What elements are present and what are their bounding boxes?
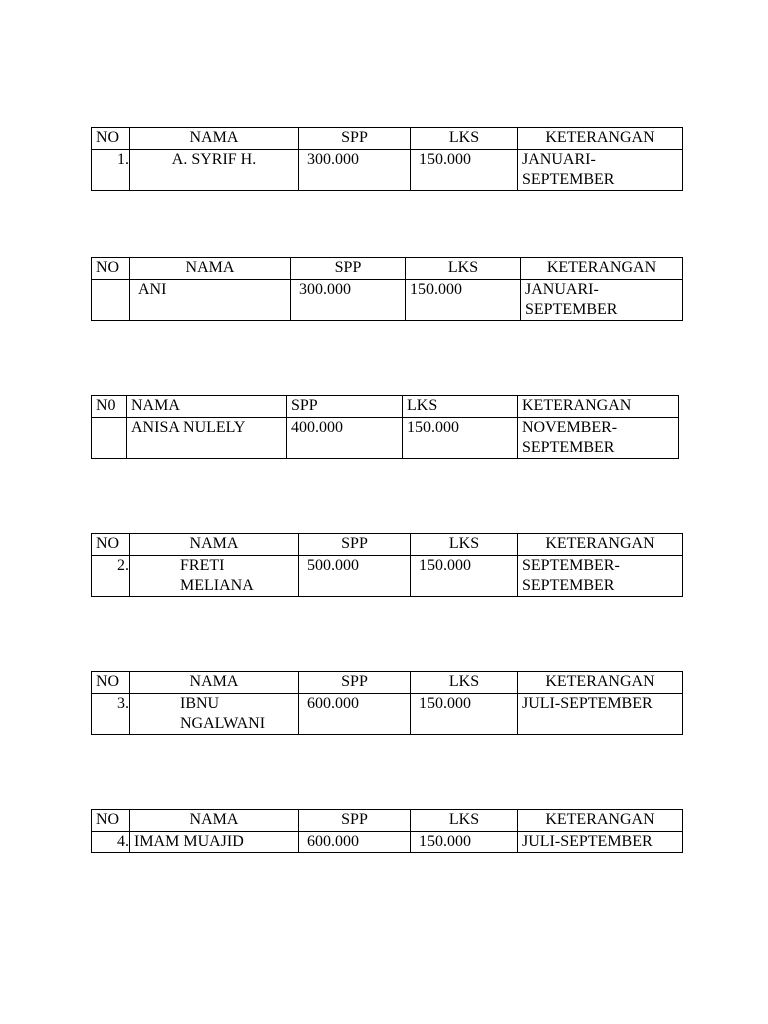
cell-lks: 150.000 bbox=[411, 832, 518, 853]
payment-table-3 bbox=[91, 395, 679, 459]
header-keterangan: KETERANGAN bbox=[518, 128, 683, 150]
header-lks: LKS bbox=[406, 258, 521, 280]
header-nama: NAMA bbox=[127, 396, 287, 418]
cell-no: 1. bbox=[92, 150, 130, 191]
cell-nama bbox=[130, 150, 299, 191]
table-header-row bbox=[92, 396, 679, 418]
keterangan-line-2: SEPTEMBER bbox=[522, 577, 615, 594]
nama-line-1: IBNU bbox=[180, 695, 220, 712]
nama-line-1: A. SYRIF H. bbox=[171, 151, 257, 168]
cell-lks: 150.000 bbox=[411, 694, 518, 735]
table-row bbox=[92, 832, 683, 853]
cell-spp: 300.000 bbox=[299, 150, 411, 191]
cell-nama bbox=[130, 556, 299, 597]
nama-line-1: ANISA NULELY bbox=[131, 419, 246, 436]
cell-keterangan bbox=[518, 832, 683, 853]
nama-line-2: NGALWANI bbox=[180, 715, 266, 732]
cell-no: 4. bbox=[92, 832, 130, 853]
cell-lks: 150.000 bbox=[403, 418, 518, 459]
header-no: NO bbox=[92, 534, 130, 556]
cell-spp: 400.000 bbox=[287, 418, 403, 459]
cell-spp: 500.000 bbox=[299, 556, 411, 597]
header-lks: LKS bbox=[411, 810, 518, 832]
header-spp: SPP bbox=[291, 258, 406, 280]
header-spp: SPP bbox=[299, 534, 411, 556]
keterangan-line-2: SEPTEMBER bbox=[522, 439, 615, 456]
header-spp: SPP bbox=[299, 672, 411, 694]
header-lks: LKS bbox=[411, 672, 518, 694]
header-nama: NAMA bbox=[130, 258, 291, 280]
cell-spp: 300.000 bbox=[291, 280, 406, 321]
header-nama: NAMA bbox=[130, 128, 299, 150]
header-keterangan: KETERANGAN bbox=[518, 810, 683, 832]
header-keterangan: KETERANGAN bbox=[518, 396, 679, 418]
cell-lks: 150.000 bbox=[406, 280, 521, 321]
table-row bbox=[92, 280, 683, 321]
cell-nama bbox=[127, 418, 287, 459]
header-spp: SPP bbox=[287, 396, 403, 418]
cell-keterangan bbox=[521, 280, 683, 321]
keterangan-line-2: SEPTEMBER bbox=[525, 301, 618, 318]
header-no: NO bbox=[92, 672, 130, 694]
cell-lks: 150.000 bbox=[411, 556, 518, 597]
header-spp: SPP bbox=[299, 128, 411, 150]
table-header-row bbox=[92, 672, 683, 694]
payment-table-6 bbox=[91, 809, 683, 853]
cell-no bbox=[92, 280, 130, 321]
payment-table-5 bbox=[91, 671, 683, 735]
keterangan-line-1: JULI-SEPTEMBER bbox=[522, 695, 653, 712]
header-no: N0 bbox=[92, 396, 127, 418]
table-header-row bbox=[92, 128, 683, 150]
cell-no: 3. bbox=[92, 694, 130, 735]
keterangan-line-2: SEPTEMBER bbox=[522, 171, 615, 188]
cell-nama bbox=[130, 832, 299, 853]
header-lks: LKS bbox=[411, 128, 518, 150]
nama-line-1: FRETI bbox=[180, 557, 225, 574]
cell-spp: 600.000 bbox=[299, 832, 411, 853]
table-header-row bbox=[92, 258, 683, 280]
header-no: NO bbox=[92, 128, 130, 150]
cell-keterangan bbox=[518, 556, 683, 597]
cell-keterangan bbox=[518, 150, 683, 191]
table-header-row bbox=[92, 810, 683, 832]
cell-keterangan bbox=[518, 418, 679, 459]
header-spp: SPP bbox=[299, 810, 411, 832]
header-lks: LKS bbox=[411, 534, 518, 556]
keterangan-line-1: SEPTEMBER- bbox=[522, 557, 620, 574]
header-keterangan: KETERANGAN bbox=[521, 258, 683, 280]
keterangan-line-1: JANUARI- bbox=[525, 281, 599, 298]
header-keterangan: KETERANGAN bbox=[518, 534, 683, 556]
cell-nama bbox=[130, 694, 299, 735]
payment-table-4 bbox=[91, 533, 683, 597]
table-header-row bbox=[92, 534, 683, 556]
header-lks: LKS bbox=[403, 396, 518, 418]
header-nama: NAMA bbox=[130, 534, 299, 556]
header-nama: NAMA bbox=[130, 810, 299, 832]
cell-spp: 600.000 bbox=[299, 694, 411, 735]
cell-no bbox=[92, 418, 127, 459]
header-keterangan: KETERANGAN bbox=[518, 672, 683, 694]
keterangan-line-1: NOVEMBER- bbox=[522, 419, 618, 436]
nama-line-1: ANI bbox=[138, 281, 167, 298]
header-no: NO bbox=[92, 258, 130, 280]
keterangan-line-1: JULI-SEPTEMBER bbox=[522, 833, 653, 850]
cell-lks: 150.000 bbox=[411, 150, 518, 191]
payment-table-1 bbox=[91, 127, 683, 191]
table-row bbox=[92, 556, 683, 597]
keterangan-line-1: JANUARI- bbox=[522, 151, 596, 168]
table-row bbox=[92, 694, 683, 735]
nama-line-1: IMAM MUAJID bbox=[134, 833, 244, 850]
cell-keterangan bbox=[518, 694, 683, 735]
header-no: NO bbox=[92, 810, 130, 832]
table-row bbox=[92, 418, 679, 459]
cell-no: 2. bbox=[92, 556, 130, 597]
header-nama: NAMA bbox=[130, 672, 299, 694]
nama-line-2: MELIANA bbox=[180, 577, 254, 594]
payment-table-2 bbox=[91, 257, 683, 321]
cell-nama bbox=[130, 280, 291, 321]
table-row bbox=[92, 150, 683, 191]
